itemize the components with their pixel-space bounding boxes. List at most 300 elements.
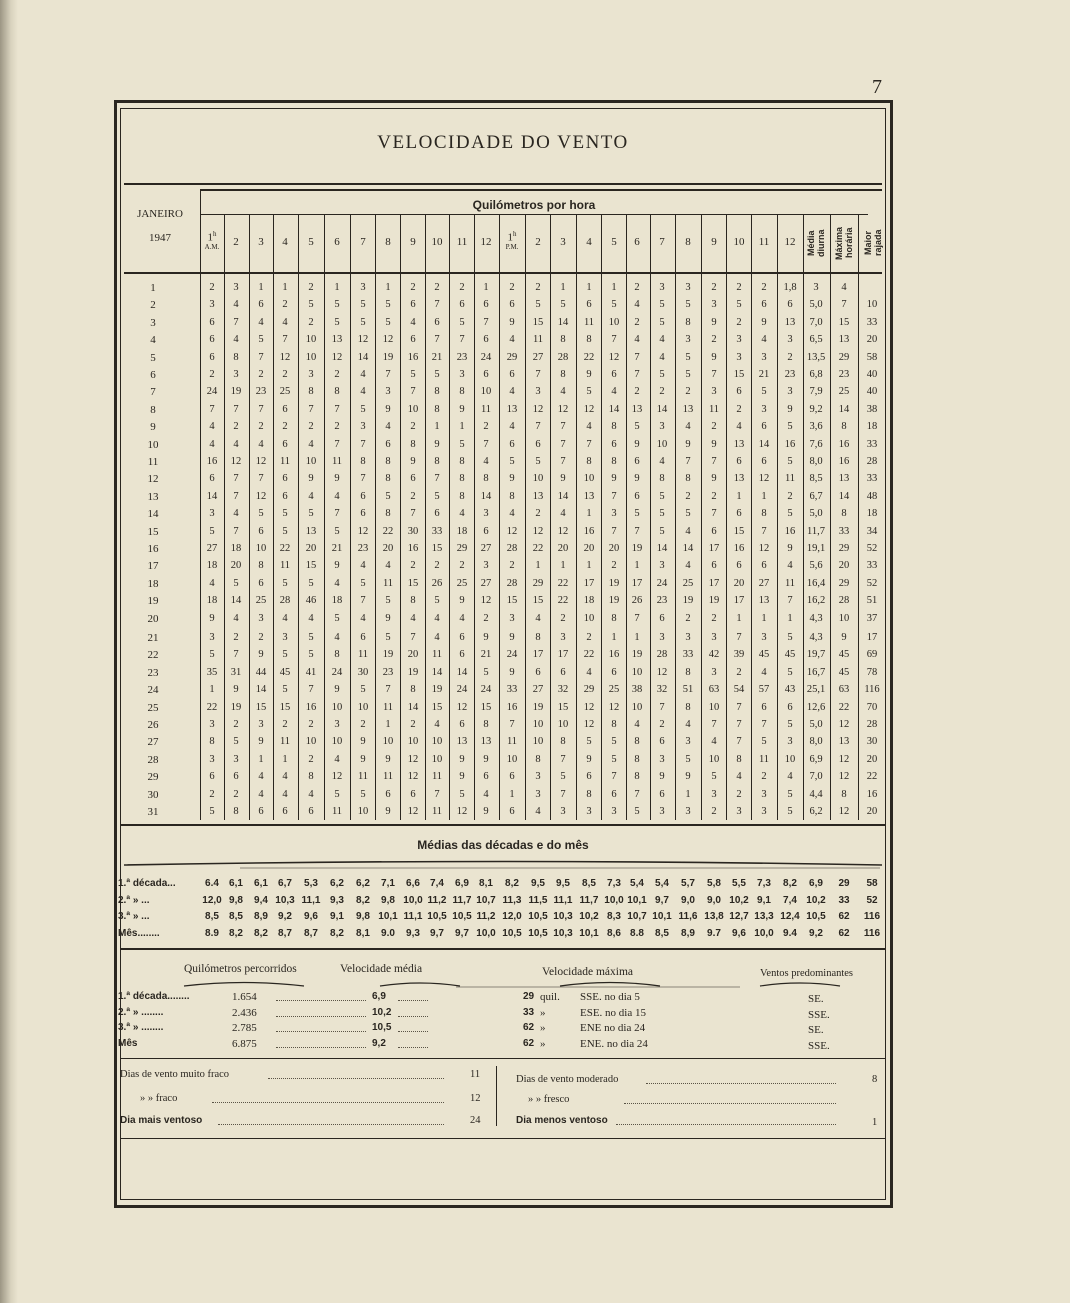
- hourly-value: 1: [258, 753, 264, 765]
- hourly-value: 1: [761, 490, 767, 502]
- hourly-value: 28: [838, 595, 850, 607]
- hourly-value: 20: [608, 543, 620, 554]
- hourly-value: 6: [282, 806, 288, 817]
- hourly-value: 19: [631, 543, 643, 554]
- hourly-value: 5: [787, 632, 793, 643]
- moderate-days-value: 8: [872, 1074, 878, 1085]
- decadal-value: 11,2: [427, 894, 447, 906]
- hourly-value: 5: [209, 525, 215, 537]
- hourly-value: 10: [583, 473, 595, 485]
- max-speed-direction: SSE. no dia 5: [580, 991, 640, 1003]
- hourly-value: 2: [736, 282, 742, 293]
- hourly-value: 22: [557, 577, 569, 589]
- hourly-value: 10: [708, 753, 720, 765]
- hourly-value: 6: [209, 771, 215, 783]
- hourly-value: 10: [583, 612, 595, 624]
- hourly-value: 6: [736, 560, 742, 572]
- hour-label: 2: [233, 236, 239, 248]
- hourly-value: 6: [459, 299, 465, 311]
- hourly-value: 6: [736, 386, 742, 398]
- hourly-value: 6: [761, 701, 767, 713]
- hourly-value: 2: [258, 369, 264, 380]
- hourly-value: 2: [410, 490, 416, 502]
- hourly-value: 7: [459, 334, 465, 346]
- hourly-value: 7,0: [809, 771, 823, 783]
- hourly-value: 3: [761, 403, 767, 415]
- hourly-value: 5: [787, 806, 793, 817]
- decadal-value: 7,4: [430, 878, 444, 889]
- hourly-value: 9: [385, 612, 391, 624]
- hourly-value: 6: [761, 560, 767, 572]
- decadal-value: 13,8: [704, 911, 724, 922]
- hourly-value: 27: [758, 577, 770, 589]
- hourly-value: 12: [407, 806, 419, 817]
- hourly-value: 19: [608, 595, 620, 607]
- hourly-value: 15: [532, 316, 544, 328]
- day-label: 12: [147, 473, 159, 486]
- hourly-value: 4: [282, 316, 288, 328]
- hourly-value: 7: [258, 403, 264, 415]
- hourly-value: 20: [866, 753, 878, 765]
- decadal-value: 52: [866, 894, 878, 906]
- hourly-value: 20: [382, 543, 394, 554]
- hourly-value: 7: [711, 456, 717, 467]
- hourly-value: 19: [230, 701, 242, 713]
- hourly-value: 2: [434, 560, 440, 572]
- hourly-value: 23: [255, 386, 267, 398]
- hourly-value: 12: [838, 753, 850, 765]
- hourly-value: 7: [736, 701, 742, 713]
- weak-days-label: » » fraco: [140, 1093, 178, 1104]
- hour-header-24: [778, 236, 802, 248]
- hourly-value: 6: [611, 438, 617, 450]
- hourly-value: 3: [659, 632, 665, 643]
- decadal-value: 6,6: [406, 878, 420, 889]
- hourly-value: 3: [209, 299, 215, 311]
- hourly-value: 4: [282, 788, 288, 800]
- hourly-value: 9: [611, 473, 617, 485]
- hourly-value: 4: [685, 719, 691, 730]
- decadal-row-label: 1.ª década...: [118, 878, 176, 889]
- hourly-value: 78: [866, 666, 878, 678]
- hourly-value: 2: [736, 788, 742, 800]
- hourly-value: 63: [838, 684, 850, 696]
- header-prevailing-winds: Ventos predominantes: [760, 968, 854, 979]
- hourly-value: 6: [209, 473, 215, 485]
- hourly-value: 8: [360, 456, 366, 467]
- dot-leader: [616, 1124, 836, 1125]
- decadal-top-rule: [120, 824, 886, 826]
- hourly-value: 7: [634, 788, 640, 800]
- hourly-value: 5: [385, 595, 391, 607]
- hour-header-14: [526, 236, 550, 248]
- hourly-value: 4: [659, 334, 665, 346]
- hourly-value: 15: [532, 595, 544, 607]
- hourly-value: 6,9: [809, 753, 823, 765]
- hour-header-22: [727, 236, 751, 248]
- prevailing-wind: SE.: [808, 993, 824, 1005]
- day-label: 31: [147, 806, 159, 818]
- dot-leader: [398, 1000, 428, 1001]
- hourly-value: 5: [736, 299, 742, 311]
- prevailing-wind: SE.: [808, 1024, 824, 1036]
- hourly-value: 25: [255, 595, 267, 607]
- hourly-value: 9: [434, 438, 440, 450]
- mean-speed-value: 6,9: [372, 991, 386, 1002]
- hourly-value: 14: [357, 351, 369, 363]
- hourly-value: 9: [334, 473, 340, 485]
- hour-header-21: [702, 236, 726, 248]
- hourly-value: 3: [787, 334, 793, 346]
- hourly-value: 8: [535, 753, 541, 765]
- hourly-value: 2: [787, 351, 793, 363]
- decadal-value: 9,0: [707, 894, 721, 906]
- day-label: 5: [150, 351, 156, 364]
- hour-header-19: [650, 236, 674, 248]
- hourly-value: 7: [535, 421, 541, 433]
- hourly-value: 6: [410, 473, 416, 485]
- hourly-value: 2: [308, 316, 314, 328]
- hourly-value: 7: [634, 612, 640, 624]
- hourly-value: 35: [206, 666, 218, 678]
- hourly-value: 45: [784, 649, 796, 661]
- hourly-value: 1: [685, 788, 691, 800]
- hourly-value: 19: [532, 701, 544, 713]
- hourly-value: 27: [532, 684, 544, 696]
- dot-leader: [624, 1103, 836, 1104]
- hourly-value: 2: [711, 806, 717, 817]
- caption-rule: [200, 214, 868, 215]
- hourly-value: 2: [282, 369, 288, 380]
- hourly-value: 5: [685, 508, 691, 520]
- day-label: 28: [147, 753, 159, 766]
- hourly-value: 8: [634, 736, 640, 748]
- hourly-value: 7: [634, 351, 640, 363]
- hourly-value: 1: [560, 560, 566, 572]
- least-windy-day-label: Dia menos ventoso: [516, 1115, 608, 1126]
- hourly-value: 13: [838, 334, 850, 346]
- decadal-value: 10,2: [729, 894, 749, 906]
- hourly-value: 10: [838, 612, 850, 624]
- hourly-value: 14: [557, 490, 569, 502]
- hourly-value: 8: [459, 473, 465, 485]
- decadal-value: 9,6: [732, 927, 746, 939]
- hourly-value: 3: [258, 719, 264, 730]
- hourly-value: 10: [357, 806, 369, 817]
- page-gutter-shadow: [0, 0, 18, 1303]
- hourly-value: 18: [866, 421, 878, 433]
- hourly-value: 4: [258, 438, 264, 450]
- decadal-row-label: Mês........: [118, 927, 160, 939]
- day-label: 16: [147, 543, 159, 555]
- hourly-value: 5: [787, 788, 793, 800]
- decadal-value: 12,0: [202, 894, 222, 906]
- hourly-value: 7: [711, 508, 717, 520]
- hourly-value: 31: [230, 666, 242, 678]
- hourly-value: 6: [509, 299, 515, 311]
- hourly-value: 54: [733, 684, 745, 696]
- hourly-value: 8: [385, 508, 391, 520]
- hourly-value: 7: [334, 508, 340, 520]
- hourly-value: 29: [456, 543, 468, 554]
- hourly-value: 6: [659, 788, 665, 800]
- hourly-value: 5: [282, 508, 288, 520]
- hourly-value: 14: [480, 490, 492, 502]
- hourly-value: 33: [866, 438, 878, 450]
- decadal-value: 8,5: [582, 878, 596, 889]
- hourly-value: 13: [733, 438, 745, 450]
- hourly-value: 4: [483, 456, 489, 467]
- hourly-value: 13: [758, 595, 770, 607]
- hourly-value: 3: [659, 753, 665, 765]
- hourly-value: 4: [308, 438, 314, 450]
- page-title: VELOCIDADE DO VENTO: [377, 132, 629, 153]
- hourly-value: 7: [360, 438, 366, 450]
- hourly-value: 25: [279, 386, 291, 398]
- hourly-value: 4: [282, 771, 288, 783]
- hourly-value: 11: [357, 649, 369, 661]
- hourly-value: 3: [535, 386, 541, 398]
- hourly-value: 32: [557, 684, 569, 696]
- hourly-value: 7,6: [809, 438, 823, 450]
- hour-label: 7: [659, 236, 665, 248]
- hourly-value: 8,0: [809, 736, 823, 748]
- hourly-value: 15: [733, 369, 745, 380]
- hourly-value: 8: [410, 595, 416, 607]
- hourly-value: 7: [258, 473, 264, 485]
- hourly-value: 3: [736, 351, 742, 363]
- hourly-value: 9: [334, 560, 340, 572]
- hourly-value: 1: [258, 282, 264, 293]
- hourly-value: 6: [483, 525, 489, 537]
- hourly-value: 2: [459, 560, 465, 572]
- hourly-value: 22: [557, 595, 569, 607]
- hourly-value: 23: [456, 351, 468, 363]
- hourly-value: 4: [586, 666, 592, 678]
- hourly-value: 8: [560, 736, 566, 748]
- hourly-value: 4: [787, 560, 793, 572]
- hourly-value: 9: [385, 753, 391, 765]
- hourly-value: 7: [611, 490, 617, 502]
- decadal-value: 11,7: [452, 894, 472, 906]
- hourly-value: 29: [838, 351, 850, 363]
- hour-label: 2: [535, 236, 541, 248]
- hourly-value: 3: [209, 632, 215, 643]
- hourly-value: 42: [708, 649, 720, 661]
- hourly-value: 5: [586, 386, 592, 398]
- decadal-bottom-rule: [120, 948, 886, 950]
- hourly-value: 9: [483, 753, 489, 765]
- hourly-value: 6: [560, 666, 566, 678]
- summary-row-label: 1.ª década........: [118, 991, 190, 1002]
- decadal-value: 11,1: [553, 894, 573, 906]
- hourly-value: 2: [308, 421, 314, 433]
- hourly-value: 5: [685, 351, 691, 363]
- hourly-value: 10: [357, 701, 369, 713]
- hour-header-7: [351, 236, 375, 248]
- hourly-value: 6: [611, 666, 617, 678]
- dot-leader: [268, 1078, 444, 1079]
- hourly-value: 4: [282, 612, 288, 624]
- hourly-value: 15: [255, 701, 267, 713]
- hourly-value: 11: [532, 334, 544, 346]
- hourly-value: 7: [282, 334, 288, 346]
- hourly-value: 14: [838, 490, 850, 502]
- max-speed-value: 33: [523, 1006, 535, 1018]
- day-label: 29: [147, 771, 159, 784]
- hourly-value: 14: [557, 316, 569, 328]
- hourly-value: 5: [233, 736, 239, 748]
- hourly-value: 9: [711, 473, 717, 485]
- hourly-value: 10: [532, 473, 544, 485]
- hourly-value: 9: [258, 736, 264, 748]
- hourly-value: 23: [838, 369, 850, 380]
- decadal-value: 7,1: [381, 878, 395, 889]
- hourly-value: 33: [431, 525, 443, 537]
- hourly-value: 6: [360, 490, 366, 502]
- decadal-value: 10,1: [627, 894, 647, 906]
- hourly-value: 3: [787, 386, 793, 398]
- hourly-value: 6: [258, 525, 264, 537]
- hour-label: 11: [456, 236, 468, 248]
- hourly-value: 12: [480, 595, 492, 607]
- decadal-value: 9,1: [330, 911, 344, 922]
- hourly-value: 3: [360, 282, 366, 293]
- decadal-value: 10,0: [403, 894, 423, 906]
- hourly-value: 2: [736, 666, 742, 678]
- hourly-value: 6: [787, 299, 793, 311]
- hourly-value: 13: [480, 736, 492, 748]
- hour-label: 4: [282, 236, 288, 248]
- hourly-value: 17: [708, 577, 720, 589]
- decadal-value: 9,3: [330, 894, 344, 906]
- dot-leader: [276, 1047, 366, 1048]
- hourly-value: 13: [838, 473, 850, 485]
- hourly-value: 8: [586, 788, 592, 800]
- header-daily-mean: Média diurna: [806, 229, 826, 257]
- hourly-value: 11: [708, 403, 720, 415]
- decadal-value: 9,6: [304, 911, 318, 922]
- hourly-value: 21: [331, 543, 343, 554]
- hourly-value: 6: [410, 788, 416, 800]
- hourly-value: 7: [611, 334, 617, 346]
- hourly-value: 1: [761, 612, 767, 624]
- decadal-value: 9,7: [455, 927, 469, 939]
- hourly-value: 12: [255, 490, 267, 502]
- hourly-value: 9: [685, 771, 691, 783]
- hourly-value: 5: [360, 316, 366, 328]
- hourly-value: 7: [360, 595, 366, 607]
- hourly-value: 12: [230, 456, 242, 467]
- decadal-value: 8,2: [254, 927, 268, 939]
- hourly-value: 7: [634, 369, 640, 380]
- hourly-value: 4: [659, 351, 665, 363]
- hourly-value: 12: [357, 525, 369, 537]
- hourly-value: 12: [656, 666, 668, 678]
- day-label: 2: [150, 299, 156, 312]
- header-bottom-rule: [124, 272, 882, 274]
- hourly-value: 24: [480, 684, 492, 696]
- hourly-value: 12: [506, 525, 518, 537]
- hourly-value: 3: [685, 806, 691, 817]
- hourly-value: 3: [611, 806, 617, 817]
- hourly-value: 3: [560, 806, 566, 817]
- hourly-value: 12: [331, 771, 343, 783]
- hourly-value: 7: [560, 456, 566, 467]
- max-speed-unit: »: [540, 1006, 546, 1019]
- hourly-value: 8: [685, 316, 691, 328]
- hourly-value: 33: [506, 684, 518, 696]
- hourly-value: 7: [634, 525, 640, 537]
- hourly-value: 7: [258, 351, 264, 363]
- hourly-value: 8: [761, 508, 767, 520]
- hourly-value: 2: [233, 788, 239, 800]
- decadal-value: 10,3: [553, 911, 573, 922]
- hourly-value: 1: [586, 560, 592, 572]
- hourly-value: 5: [385, 632, 391, 643]
- hourly-value: 8: [334, 386, 340, 398]
- hourly-value: 6: [509, 438, 515, 450]
- hourly-value: 5: [761, 386, 767, 398]
- hourly-value: 6,8: [809, 369, 823, 380]
- hour-label: 6: [334, 236, 340, 248]
- hourly-value: 8: [841, 788, 847, 800]
- hourly-value: 7: [711, 369, 717, 380]
- hourly-value: 1: [385, 282, 391, 293]
- decadal-value: 10,0: [476, 927, 496, 939]
- hourly-value: 5: [308, 299, 314, 311]
- hourly-value: 9: [586, 369, 592, 380]
- hourly-value: 6: [711, 560, 717, 572]
- decadal-value: 9,8: [381, 894, 395, 906]
- hourly-value: 6: [308, 806, 314, 817]
- decadal-value: 10,1: [378, 911, 398, 922]
- hourly-value: 43: [784, 684, 796, 696]
- hourly-value: 5: [308, 632, 314, 643]
- hourly-value: 5: [282, 525, 288, 537]
- decadal-value: 9,1: [757, 894, 771, 906]
- hourly-value: 6: [360, 632, 366, 643]
- hourly-value: 45: [279, 666, 291, 678]
- hourly-value: 33: [866, 560, 878, 572]
- hourly-value: 12: [758, 543, 770, 554]
- hourly-value: 9: [233, 684, 239, 696]
- day-label: 14: [147, 508, 159, 521]
- hourly-value: 9: [308, 473, 314, 485]
- hourly-value: 5: [360, 788, 366, 800]
- hourly-value: 13,5: [806, 351, 826, 363]
- hourly-value: 3: [659, 806, 665, 817]
- hourly-value: 11,7: [807, 525, 825, 537]
- decadal-value: 10,5: [528, 927, 548, 939]
- hourly-value: 5: [385, 299, 391, 311]
- decadal-value: 10,5: [806, 911, 826, 922]
- hourly-value: 26: [431, 577, 443, 589]
- hourly-value: 5: [560, 299, 566, 311]
- hourly-value: 10: [784, 753, 796, 765]
- hourly-value: 1: [334, 282, 340, 293]
- hourly-value: 2: [308, 282, 314, 293]
- decadal-value: 5,4: [630, 878, 644, 889]
- hourly-value: 38: [631, 684, 643, 696]
- hourly-value: 4: [685, 421, 691, 433]
- hourly-value: 5: [334, 525, 340, 537]
- hourly-value: 7: [385, 684, 391, 696]
- hourly-value: 6: [360, 508, 366, 520]
- hourly-value: 116: [864, 684, 880, 696]
- hourly-value: 1: [611, 632, 617, 643]
- day-label: 11: [147, 456, 159, 468]
